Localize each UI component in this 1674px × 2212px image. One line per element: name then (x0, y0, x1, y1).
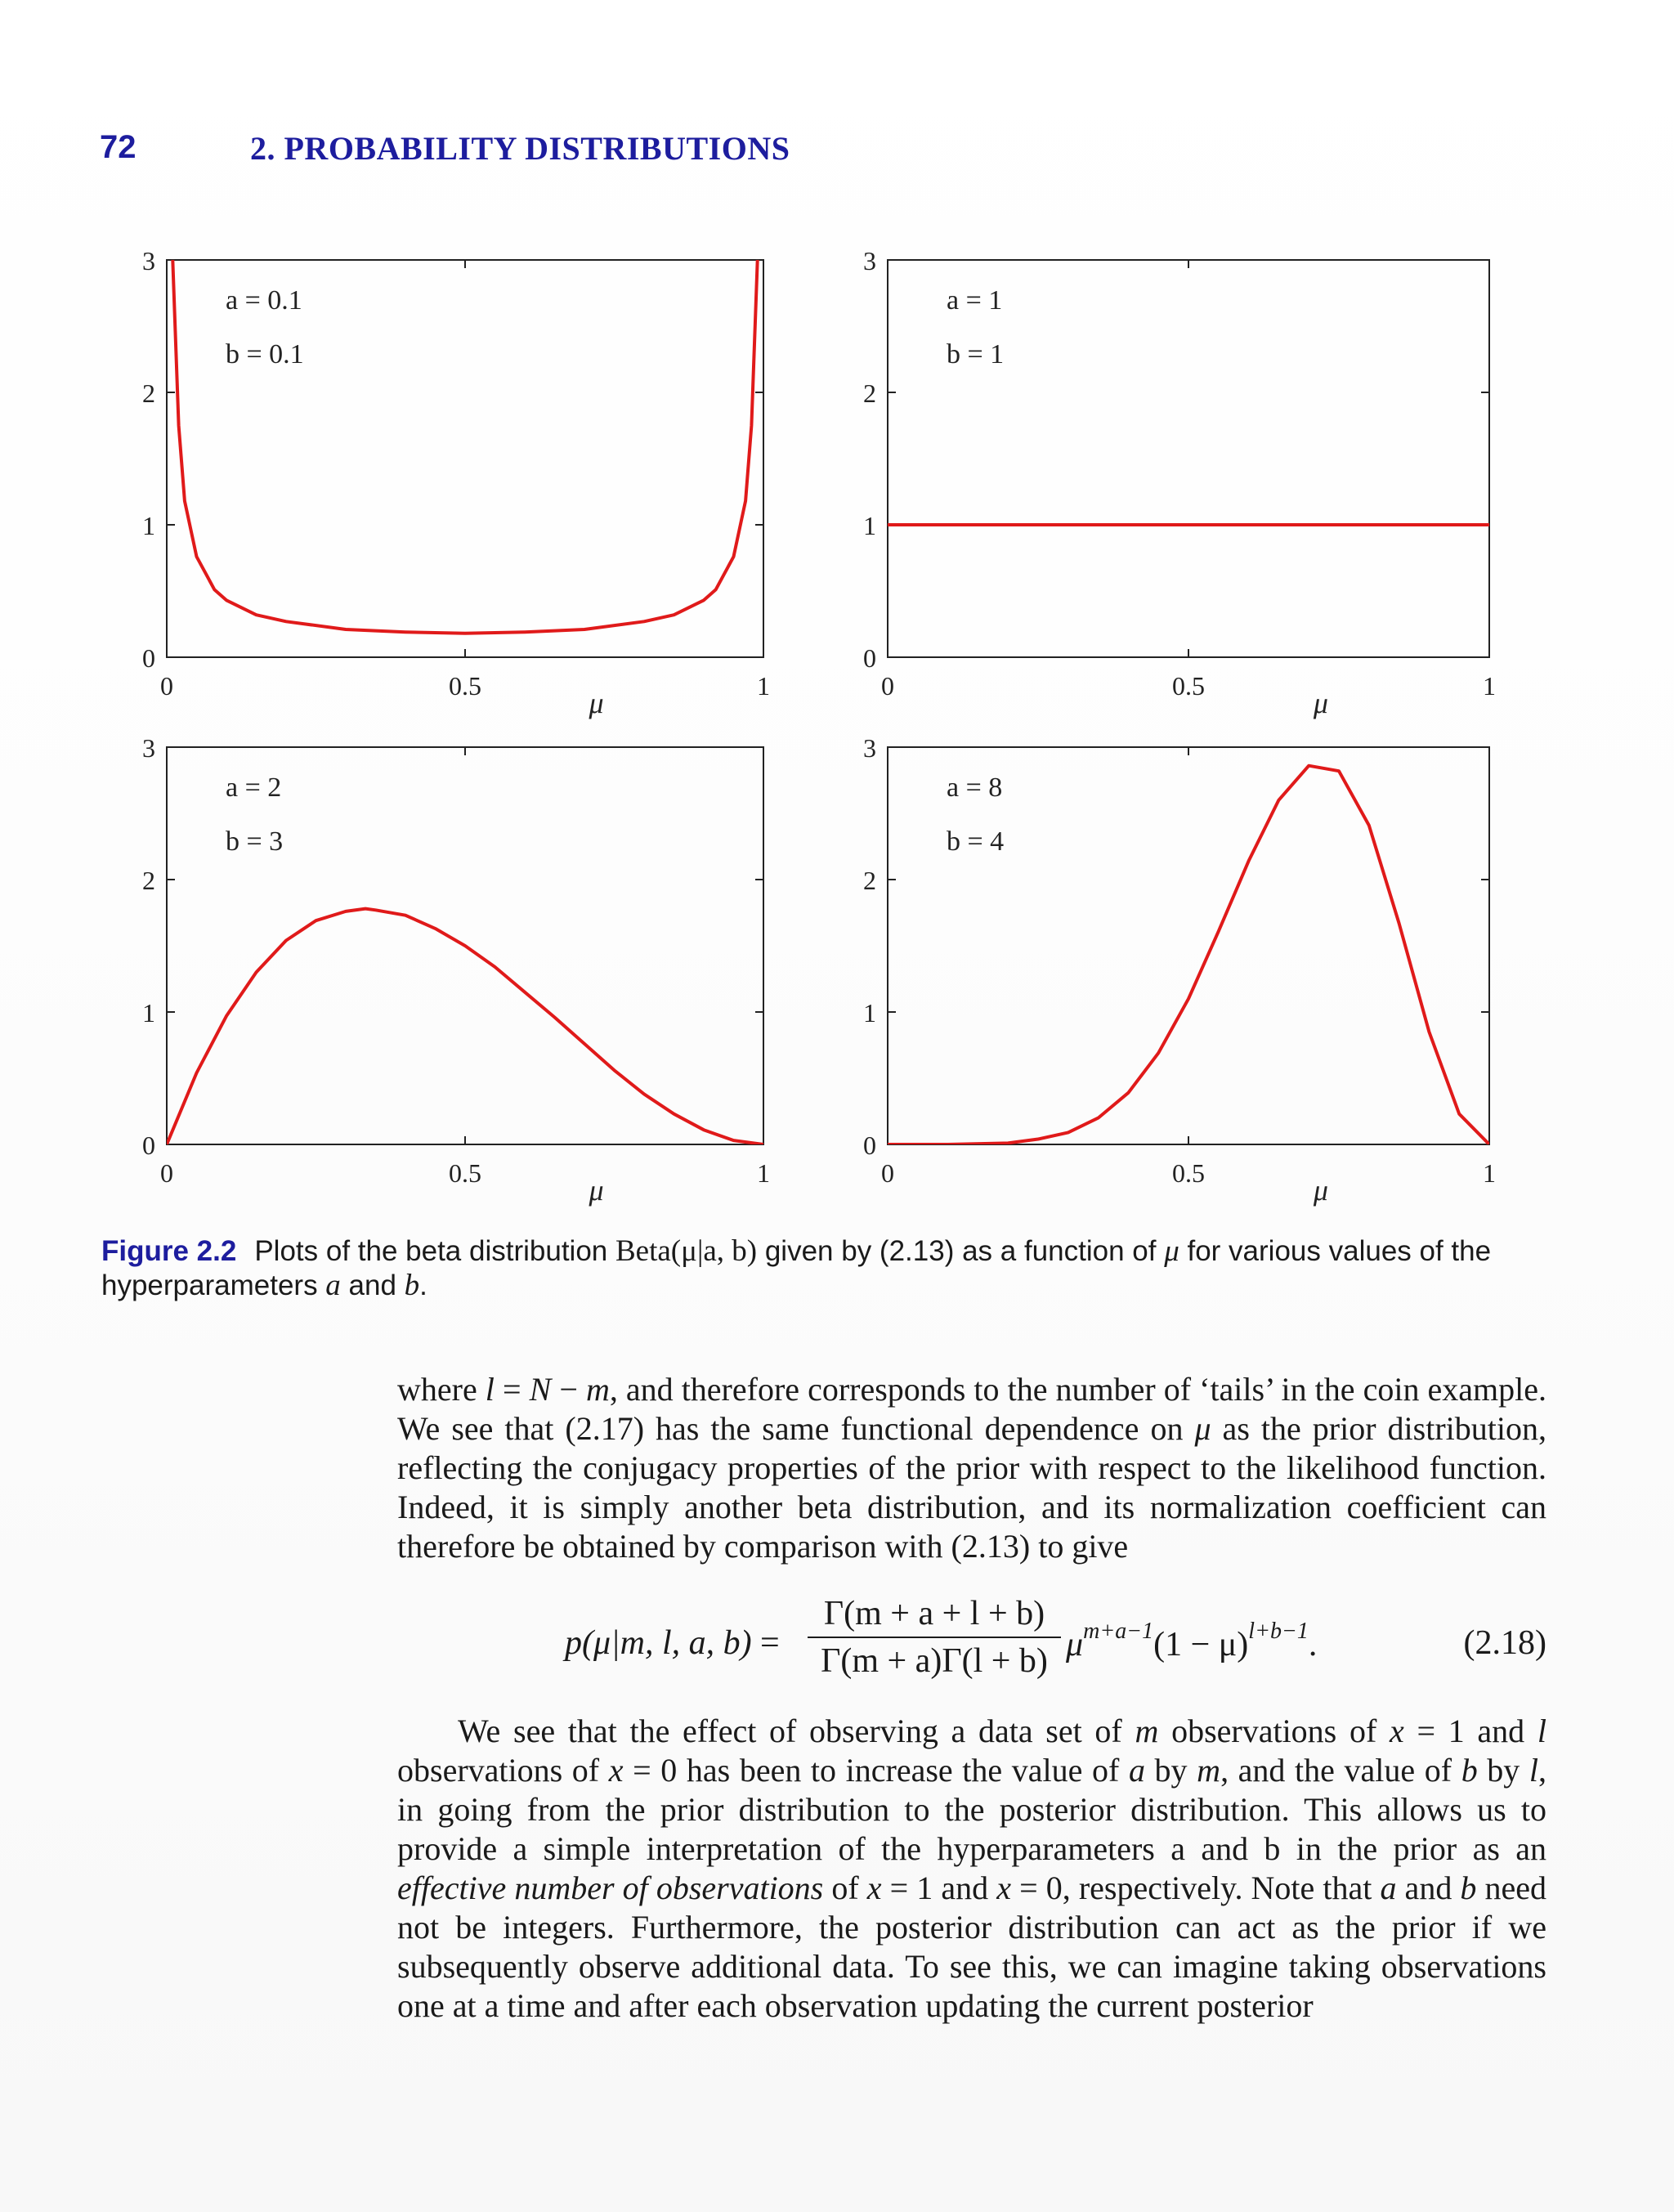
beta-curve-1 (172, 260, 757, 634)
axes-frame (888, 747, 1489, 1144)
equation-equals: = (760, 1624, 780, 1662)
equation-number: (2.18) (1463, 1624, 1546, 1662)
paragraph-2: We see that the effect of observing a data set of m observations of x = 1 and l observations of x = 0 has been to increase the value of a by m, and the value of b by l, in going from the prior distribution to the posterior distribution. This allows us to provide a simple interpretation of the hyperparameters a and b in the prior as an effective number of observations of x = 1 and x = 0, respectively. Note that a and b need not be integers. Furthermore, the posterior distribution can act as the prior if we subsequently observe additional data. To see this, we can imagine taking observations one at a time and after each observation updating the current posterior (397, 1713, 1547, 2024)
plot-panel-1 (142, 246, 770, 719)
y-tick-label: 0 (863, 643, 876, 673)
equation-2-18 (397, 1594, 1546, 1692)
caption-math-mu: μ (1164, 1234, 1179, 1268)
y-tick-label: 2 (863, 866, 876, 895)
y-tick-label: 0 (142, 643, 155, 673)
caption-text-4: and (340, 1269, 405, 1301)
x-tick-label: 0 (160, 1158, 173, 1188)
equation-numerator: Γ(m + a + l + b) (823, 1595, 1045, 1632)
y-tick-label: 1 (863, 511, 876, 540)
param-a-label: a = 1 (947, 285, 1003, 316)
x-tick-label: 1 (757, 1158, 770, 1188)
plot-panel-4 (863, 733, 1496, 1207)
caption-text-3: for various values of the hyperparameters (101, 1235, 1492, 1301)
plot-panel-2 (863, 246, 1496, 719)
figure-label: Figure 2.2 (101, 1235, 237, 1267)
equation-lhs: p(μ|m, l, a, b) (565, 1624, 752, 1662)
page-number: 72 (100, 129, 137, 165)
y-tick-label: 2 (142, 378, 155, 408)
x-axis-label: μ (1313, 687, 1328, 719)
caption-text-2: given by (2.13) as a function of (757, 1235, 1165, 1267)
param-b-label: b = 3 (226, 826, 284, 857)
axes-frame (167, 260, 763, 657)
y-tick-label: 0 (863, 1131, 876, 1160)
param-b-label: b = 0.1 (226, 339, 304, 369)
caption-math-beta: Beta(μ|a, b) (615, 1234, 758, 1268)
x-tick-label: 0 (160, 671, 173, 701)
y-tick-label: 1 (142, 998, 155, 1028)
y-tick-label: 3 (863, 733, 876, 763)
x-tick-label: 1 (757, 671, 770, 701)
y-tick-label: 2 (863, 378, 876, 408)
x-tick-label: 0.5 (449, 671, 481, 701)
y-tick-label: 1 (863, 998, 876, 1028)
y-tick-label: 2 (142, 866, 155, 895)
chapter-title: 2. PROBABILITY DISTRIBUTIONS (250, 130, 790, 167)
param-a-label: a = 8 (947, 772, 1003, 803)
caption-text-5: . (419, 1269, 427, 1301)
x-tick-label: 1 (1483, 671, 1496, 701)
caption-text-1: Plots of the beta distribution (254, 1235, 615, 1267)
param-b-label: b = 1 (947, 339, 1005, 369)
paragraph-1: where l = N − m, and therefore corresponds to the number of ‘tails’ in the coin example. We see that (2.17) has the same functional dependence on μ as the prior distribution, reflecting the conjugacy properties of the prior with respect to the likelihood function. Indeed, it is simply another beta distribution, and its normalization coefficient can therefore be obtained by comparison with (2.13) to give (397, 1371, 1547, 1565)
beta-curve-1 (888, 766, 1489, 1144)
y-tick-label: 3 (142, 733, 155, 763)
x-axis-label: μ (589, 687, 604, 719)
x-tick-label: 0.5 (1172, 1158, 1205, 1188)
x-tick-label: 0.5 (1172, 671, 1205, 701)
param-a-label: a = 2 (226, 772, 282, 803)
param-b-label: b = 4 (947, 826, 1005, 857)
x-axis-label: μ (589, 1174, 604, 1207)
x-tick-label: 1 (1483, 1158, 1496, 1188)
y-tick-label: 3 (142, 246, 155, 275)
y-tick-label: 1 (142, 511, 155, 540)
axes-frame (888, 260, 1489, 657)
y-tick-label: 0 (142, 1131, 155, 1160)
caption-math-a: a (325, 1269, 341, 1302)
plot-panel-3 (142, 733, 770, 1207)
equation-rhs: $\mu^{m+a-1}(1 - \mu)^{l+b-1}$. (1066, 1619, 1318, 1663)
x-tick-label: 0 (881, 1158, 894, 1188)
beta-curve-1 (167, 909, 763, 1144)
y-tick-label: 3 (863, 246, 876, 275)
x-axis-label: μ (1313, 1174, 1328, 1207)
equation-fraction (808, 1594, 1061, 1681)
x-tick-label: 0.5 (449, 1158, 481, 1188)
fraction-bar (808, 1637, 1061, 1638)
caption-math-b: b (404, 1269, 420, 1302)
equation-denominator: Γ(m + a)Γ(l + b) (821, 1642, 1048, 1680)
param-a-label: a = 0.1 (226, 285, 302, 316)
figure-caption (101, 1234, 1548, 1303)
x-tick-label: 0 (881, 671, 894, 701)
